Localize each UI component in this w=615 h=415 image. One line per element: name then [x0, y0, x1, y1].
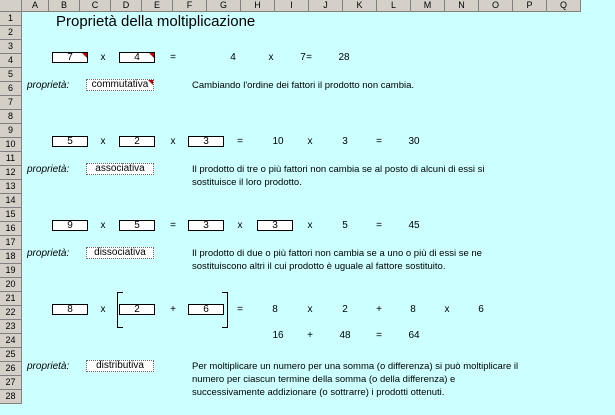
- row-header-20[interactable]: 20: [0, 278, 22, 292]
- factor-b-cell[interactable]: 2: [119, 136, 155, 147]
- property-label: proprietà:: [27, 80, 70, 91]
- times-sign: x: [307, 136, 313, 147]
- comment-marker: [148, 80, 153, 85]
- row-header-18[interactable]: 18: [0, 250, 22, 264]
- plus-sign: +: [307, 330, 313, 341]
- property-description-line-2: sostituisce il loro prodotto.: [192, 177, 302, 188]
- product-value: 45: [408, 220, 420, 231]
- factor-a-cell[interactable]: 9: [52, 220, 88, 231]
- property-label: proprietà:: [27, 164, 70, 175]
- times-sign: x: [100, 220, 106, 231]
- comment-marker: [82, 53, 87, 58]
- row-header-10[interactable]: 10: [0, 138, 22, 152]
- partial-product: 10: [272, 136, 284, 147]
- row-header-17[interactable]: 17: [0, 236, 22, 250]
- product-value: 64: [408, 330, 420, 341]
- row-header-4[interactable]: 4: [0, 54, 22, 68]
- row-header-14[interactable]: 14: [0, 194, 22, 208]
- row-header-28[interactable]: 28: [0, 390, 22, 404]
- property-description: Cambiando l'ordine dei fattori il prodotto non cambia.: [192, 80, 415, 91]
- equals-sign: =: [237, 136, 243, 147]
- row-header-19[interactable]: 19: [0, 264, 22, 278]
- expanded-factor: 6: [478, 304, 484, 315]
- addend-c-cell[interactable]: 6: [188, 304, 224, 315]
- factor-b-cell[interactable]: 4: [119, 52, 155, 63]
- page-title: Proprietà della moltiplicazione: [56, 13, 256, 30]
- times-sign: x: [444, 304, 450, 315]
- row-header-12[interactable]: 12: [0, 166, 22, 180]
- column-header-a[interactable]: A: [22, 0, 49, 12]
- plus-sign: +: [170, 304, 176, 315]
- column-header-l[interactable]: L: [377, 0, 411, 12]
- property-description-line-2: numero per ciascun termine della somma (o della differenza) e: [192, 374, 456, 385]
- factor-c-cell[interactable]: 3: [188, 136, 224, 147]
- column-header-k[interactable]: K: [343, 0, 377, 12]
- column-header-p[interactable]: P: [513, 0, 547, 12]
- factor-c-cell[interactable]: 3: [188, 220, 224, 231]
- equals-sign: =: [376, 220, 382, 231]
- row-header-3[interactable]: 3: [0, 40, 22, 54]
- factor-value: 3: [342, 136, 348, 147]
- plus-sign: +: [376, 304, 382, 315]
- column-header-o[interactable]: O: [479, 0, 513, 12]
- row-header-27[interactable]: 27: [0, 376, 22, 390]
- column-header-e[interactable]: E: [142, 0, 173, 12]
- row-header-11[interactable]: 11: [0, 152, 22, 166]
- row-header-16[interactable]: 16: [0, 222, 22, 236]
- column-header-m[interactable]: M: [411, 0, 445, 12]
- property-label: proprietà:: [27, 248, 70, 259]
- row-header-5[interactable]: 5: [0, 68, 22, 82]
- row-header-22[interactable]: 22: [0, 306, 22, 320]
- expanded-factor: 2: [342, 304, 348, 315]
- column-header-c[interactable]: C: [80, 0, 111, 12]
- factor-d-cell[interactable]: 3: [257, 220, 293, 231]
- row-header-23[interactable]: 23: [0, 320, 22, 334]
- equals-sign: =: [376, 330, 382, 341]
- result-factor-2: 7: [300, 52, 306, 63]
- product-value: 30: [408, 136, 420, 147]
- times-sign: x: [170, 136, 176, 147]
- equals-sign: =: [306, 52, 312, 63]
- partial-product: 48: [339, 330, 351, 341]
- factor-a-cell[interactable]: 7: [52, 52, 88, 63]
- property-name-distributiva[interactable]: distributiva: [86, 360, 154, 372]
- column-header-q[interactable]: Q: [547, 0, 581, 12]
- addend-b-cell[interactable]: 2: [119, 304, 155, 315]
- product-value: 28: [338, 52, 350, 63]
- times-sign: x: [307, 220, 313, 231]
- property-name-commutativa[interactable]: commutativa: [86, 79, 154, 91]
- property-name-associativa[interactable]: associativa: [86, 163, 154, 175]
- column-header-d[interactable]: D: [111, 0, 142, 12]
- property-label: proprietà:: [27, 361, 70, 372]
- select-all-corner[interactable]: [0, 0, 22, 12]
- property-description-line-3: successivamente addizionare (o sottrarre) i prodotti ottenuti.: [192, 387, 445, 398]
- times-sign: x: [100, 136, 106, 147]
- expanded-factor: 8: [272, 304, 278, 315]
- column-header-g[interactable]: G: [207, 0, 241, 12]
- row-header-25[interactable]: 25: [0, 348, 22, 362]
- times-sign: x: [100, 304, 106, 315]
- row-header-9[interactable]: 9: [0, 124, 22, 138]
- property-description-line-1: Il prodotto di due o più fattori non cambia se a uno o più di essi se ne: [192, 248, 482, 259]
- times-sign: x: [307, 304, 313, 315]
- row-header-2[interactable]: 2: [0, 26, 22, 40]
- row-header-13[interactable]: 13: [0, 180, 22, 194]
- expanded-factor: 8: [410, 304, 416, 315]
- factor-value: 5: [342, 220, 348, 231]
- row-header-24[interactable]: 24: [0, 334, 22, 348]
- row-header-6[interactable]: 6: [0, 82, 22, 96]
- times-sign: x: [237, 220, 243, 231]
- row-header-7[interactable]: 7: [0, 96, 22, 110]
- times-sign: x: [268, 52, 274, 63]
- factor-a-cell[interactable]: 8: [52, 304, 88, 315]
- column-header-f[interactable]: F: [173, 0, 207, 12]
- partial-product: 16: [272, 330, 284, 341]
- column-header-i[interactable]: I: [275, 0, 309, 12]
- property-description-line-1: Il prodotto di tre o più fattori non cambia se al posto di alcuni di essi si: [192, 164, 485, 175]
- row-header-15[interactable]: 15: [0, 208, 22, 222]
- row-header-26[interactable]: 26: [0, 362, 22, 376]
- equals-sign: =: [237, 304, 243, 315]
- property-description-line-2: sostituiscono altri il cui prodotto è uguale al fattore sostituito.: [192, 261, 446, 272]
- row-header-1[interactable]: 1: [0, 12, 22, 26]
- equals-sign: =: [170, 220, 176, 231]
- comment-marker: [149, 53, 154, 58]
- factor-b-cell[interactable]: 5: [119, 220, 155, 231]
- column-header-n[interactable]: N: [445, 0, 479, 12]
- right-bracket: [222, 292, 228, 328]
- row-header-8[interactable]: 8: [0, 110, 22, 124]
- equals-sign: =: [376, 136, 382, 147]
- column-header-j[interactable]: J: [309, 0, 343, 12]
- factor-a-cell[interactable]: 5: [52, 136, 88, 147]
- column-header-b[interactable]: B: [49, 0, 80, 12]
- property-name-dissociativa[interactable]: dissociativa: [86, 247, 154, 259]
- property-description-line-1: Per moltiplicare un numero per una somma (o differenza) si può moltiplicare il: [192, 361, 519, 372]
- equals-sign: =: [170, 52, 176, 63]
- times-sign: x: [100, 52, 106, 63]
- column-header-h[interactable]: H: [241, 0, 275, 12]
- row-header-21[interactable]: 21: [0, 292, 22, 306]
- result-factor-1: 4: [230, 52, 236, 63]
